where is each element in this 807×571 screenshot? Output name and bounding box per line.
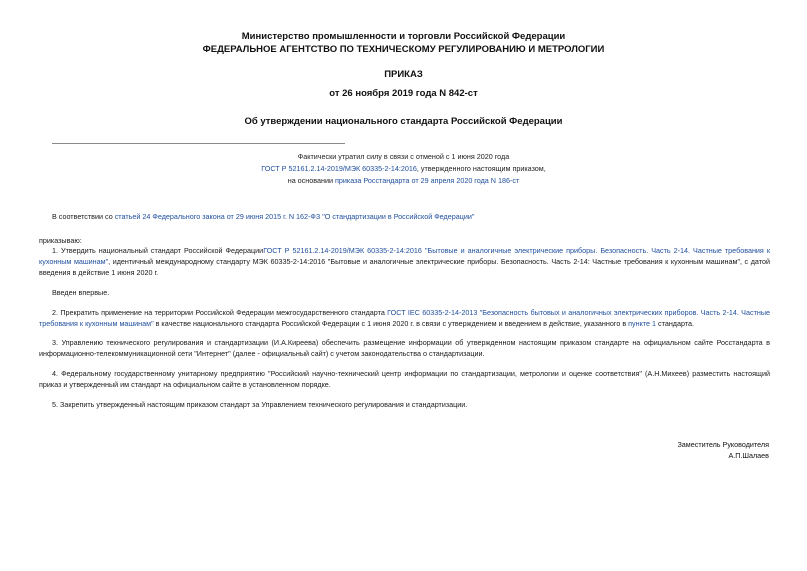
status-note-line1: Фактически утратил силу в связи с отменой с 1 июня 2020 года — [297, 152, 510, 161]
paragraph-introduced-first: Введен впервые. — [52, 288, 110, 297]
paragraph-4: 4. Федеральному государственному унитарному предприятию "Российский научно-технический центр информации по стандартизации, метрологии и оценке соответствия" (А.Н.Михеев) разместить настоящий приказ и утвержденный им стандарт на официальном сайте в установленном порядке. — [39, 369, 770, 389]
paragraph-2: 2. Прекратить применение на территории Российской Федерации межгосударственного стандарта ГОСТ IEC 60335-2-14-2013 "Безопасность бытовых и аналогичных электрических приборов. Часть 2-14. Частные требования к кухонным машинам" в качестве национального стандарта Российской Федерации с 1 июня 2020 г. в связи с утверждением и введением в действие, указанного в пункте 1 стандарта. — [39, 308, 770, 328]
paragraph-3: 3. Управлению технического регулирования и стандартизации (И.А.Киреева) обеспечить размещение информации об утвержденном настоящим приказом стандарте на официальном сайте Росстандарта в информационно-телекоммуникационной сети "Интернет" (далее - официальный сайт) с учетом законодательства о стандартизации. — [39, 338, 770, 358]
status-note-line2: ГОСТ Р 52161.2.14-2019/МЭК 60335-2-14:2016, утвержденного настоящим приказом, — [261, 164, 546, 173]
gost-r-link[interactable]: ГОСТ Р 52161.2.14-2019/МЭК 60335-2-14:2016 "Бытовые и аналогичные электрические приборы. Безопасность. Часть 2-14. Частные требования к кухонным машинам" — [39, 246, 770, 266]
signature-name: А.П.Шалаев — [728, 451, 769, 460]
paragraph-intro: В соответствии со статьей 24 Федерального закона от 29 июня 2015 г. N 162-ФЗ "О стандартизации в Российской Федерации" — [52, 212, 475, 221]
paragraph-5: 5. Закрепить утвержденный настоящим приказом стандарт за Управлением технического регулирования и стандартизации. — [52, 400, 468, 409]
standard-link[interactable]: ГОСТ Р 52161.2.14-2019/МЭК 60335-2-14:2016 — [261, 164, 417, 173]
document-type: ПРИКАЗ — [384, 69, 423, 80]
status-note-line3: на основании приказа Росстандарта от 29 апреля 2020 года N 186-ст — [287, 176, 520, 185]
signature-position: Заместитель Руководителя — [677, 440, 769, 449]
document-header — [0, 30, 807, 56]
status-note — [0, 151, 807, 187]
agency-name: ФЕДЕРАЛЬНОЕ АГЕНТСТВО ПО ТЕХНИЧЕСКОМУ РЕГУЛИРОВАНИЮ И МЕТРОЛОГИИ — [202, 44, 605, 55]
gost-iec-link[interactable]: ГОСТ IEC 60335-2-14-2013 "Безопасность бытовых и аналогичных электрических приборов. Часть 2-14. Частные требования к кухонным машинам" — [39, 308, 770, 328]
ministry-name: Министерство промышленности и торговли Российской Федерации — [241, 31, 566, 42]
divider — [52, 143, 345, 144]
paragraph-order: приказываю: — [39, 236, 82, 245]
federal-law-link[interactable]: статьей 24 Федерального закона от 29 июня 2015 г. N 162-ФЗ "О стандартизации в Российской Федерации" — [114, 212, 475, 221]
document-date-number: от 26 ноября 2019 года N 842-ст — [329, 88, 478, 99]
rosstandart-order-link[interactable]: приказа Росстандарта от 29 апреля 2020 года N 186-ст — [334, 176, 520, 185]
document-subject: Об утверждении национального стандарта Российской Федерации — [244, 116, 563, 127]
point-1-link[interactable]: пункте 1 — [628, 319, 657, 328]
paragraph-1: 1. Утвердить национальный стандарт Российской ФедерацииГОСТ Р 52161.2.14-2019/МЭК 60335-2-14:2016 "Бытовые и аналогичные электрические приборы. Безопасность. Часть 2-14. Частные требования к кухонным машинам", идентичный международному стандарту МЭК 60335-2-14:2016 "Бытовые и аналогичные электрические приборы. Безопасность. Часть 2-14: Частные требования к кухонным машинам", с датой введения в действие 1 июня 2020 г. — [39, 246, 770, 277]
signature-block — [677, 439, 769, 461]
